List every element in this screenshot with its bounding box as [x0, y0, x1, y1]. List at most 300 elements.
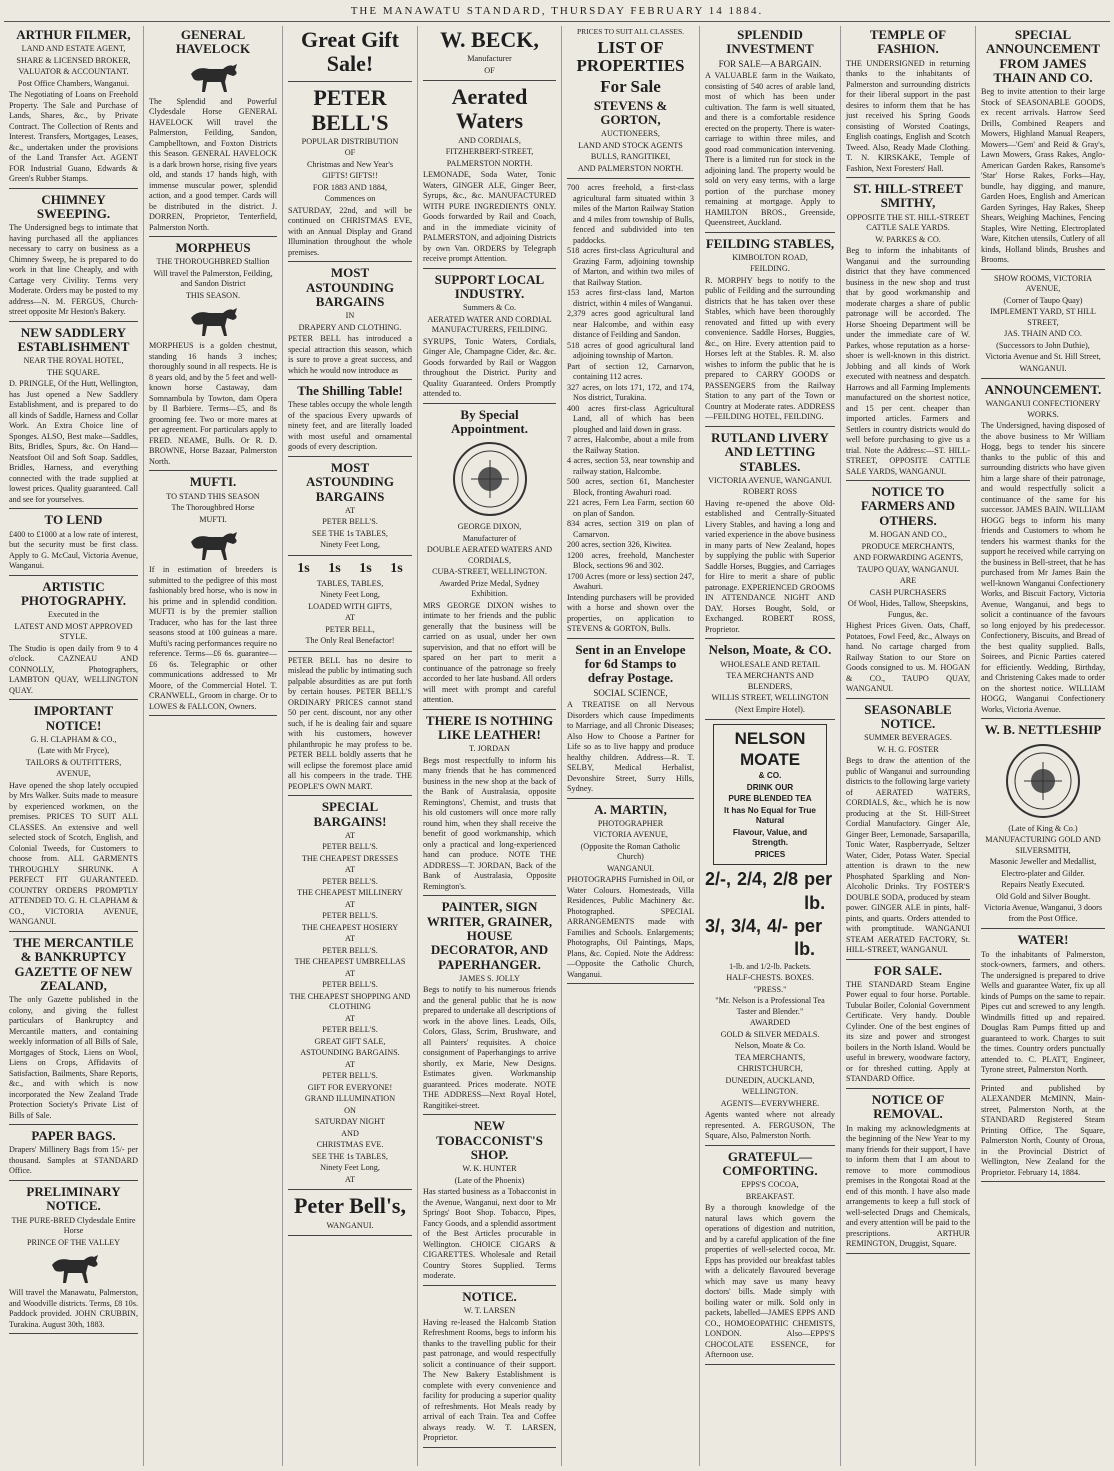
ad-line: TAUPO QUAY, WANGANUI. — [857, 564, 959, 574]
ad-body: D. PRINGLE, Of the Hutt, Wellington, has Just opened a New Saddlery Establishment, and is prepared to do all kinds of Saddle, Harness and Collar Work. An Extra Choice line of Sponges. ALSO, Best make—Saddles, Bits, Bridles, Spurs, &c. On Hand—Neatsfoot Oil and Soft Soap. Saddles, Bridles, Harness, and everything connected with the trade supplied at lowest prices. Quality guaranteed. Call and see for yourselves. — [9, 379, 138, 504]
advertisement — [423, 900, 556, 1115]
ad-body: If in estimation of breeders is submitted to the pedigree of this most fashionably bred horse, who is now in his prime and in splendid condition. MUFTI is by the premier stallion Traducer, who has for the last three seasons stood at 100 guineas a mare. Mufti's racing performances require no reference. Terms—£6 6s. guarantee—£6 6s. Telegraphic or other communications addressed to Mr Moore, of the Commercial Hotel. T. CRANWELL, Groom in charge. Or to LOWES & FALLCON, Owners. — [149, 565, 277, 711]
advertisement — [423, 273, 556, 404]
ad-title: RUTLAND LIVERY AND LETTING STABLES. — [711, 429, 829, 474]
ad-title: GRATEFUL—COMFORTING. — [722, 1148, 818, 1178]
ad-line: GIFTS! GIFTS!! — [322, 171, 378, 181]
price: 2/-, — [705, 869, 732, 890]
price: 2/4, — [737, 869, 768, 890]
property-item: 500 acres, section 61, Manchester Block, fronting Awahuri road. — [567, 477, 694, 497]
ad-title: THE MERCANTILE & BANKRUPTCY GAZETTE OF NEW ZEALAND, — [13, 934, 134, 993]
ad-line: ROBERT ROSS — [742, 487, 798, 497]
ad-line: VALUATOR & ACCOUNTANT. — [18, 67, 129, 77]
shilling-row — [288, 560, 412, 578]
ad-line: Manufacturer — [467, 54, 512, 64]
ad-line: DOUBLE AERATED WATERS AND CORDIALS, — [426, 545, 553, 565]
ad-body: Agents wanted where not already represented. A. FERGUSON, The Square, Also, Palmerston North. — [705, 1110, 835, 1141]
ad-title: MOST ASTOUNDING BARGAINS — [306, 265, 394, 309]
ad-line: Commences on — [324, 194, 376, 204]
ad-line: PRINCE OF THE VALLEY — [26, 1237, 121, 1247]
column-3 — [283, 26, 418, 1466]
advertisement — [9, 326, 138, 510]
advertisement — [9, 704, 138, 932]
ad-line: SATURDAY NIGHT — [314, 1117, 386, 1127]
advertisement — [423, 714, 556, 897]
ad-line: (Next Empire Hotel). — [735, 704, 805, 714]
ad-title: PAPER BAGS. — [31, 1128, 116, 1144]
advertisement — [288, 1194, 412, 1236]
price: 4/- — [767, 915, 789, 936]
ad-line: THE CHEAPEST MILLINERY — [297, 888, 403, 898]
ad-title: THERE IS NOTHING LIKE LEATHER! — [425, 712, 554, 743]
ad-line: FITZHERBERT-STREET, — [445, 147, 534, 157]
ad-title: Sent in an Envelope for 6d Stamps to defray Postage. — [575, 641, 686, 686]
ad-body: In making my acknowledgments at the beginning of the New Year to my many friends for their support, I have to inform them that I am about to remove to more commodious premises in the Rongotai Road at the end of this month. I have also made arrangements to keep a full stock of well-selected Drugs and Chemicals, and every attention will be paid to the prescriptions. ARTHUR REMINGTON, Druggist, Square. — [846, 1123, 970, 1249]
price: 3/, — [705, 915, 726, 936]
ad-title: NOTICE OF REMOVAL. — [871, 1091, 945, 1122]
ad-line: OF — [484, 65, 495, 75]
medal-seal-icon — [1004, 742, 1082, 820]
horse-illustration — [9, 1251, 138, 1285]
seal-illustration — [423, 440, 556, 518]
ad-title: IMPORTANT NOTICE! — [33, 703, 114, 733]
ad-title: A. MARTIN, — [594, 801, 667, 817]
advertisement — [981, 28, 1105, 270]
ad-line: KIMBOLTON ROAD, — [732, 252, 808, 262]
ad-line: VICTORIA AVENUE, WANGANUI. — [708, 475, 832, 485]
ad-title: PAINTER, SIGN WRITER, GRAINER, HOUSE DECORATOR, AND PAPERHANGER. — [426, 899, 553, 972]
ad-body: Begs to draw the attention of the public of Wanganui and surrounding districts to the following large variety of AERATED WATERS, CORDIALS, &c., which he is now producing at the St. Hill-Street Cordial Manufactory. Ginger Ale, Ginger Beer, Lemonade, Sarsaparilla, Tonic Water, Raspberryade, Seltzer Water, Cider, Potass Water. Special attention is drawn to the new Phosphated Sparkling and Non-Alcoholic Drinks. Try FOSTER'S DOUBLE SODA, produced by steam power. GINGER ALE in pints, half-pints, and quarts. Orders attended to with promptitude. WANGANUI STEAM AERATED FACTORY, St. HILL-STREET, WANGANUI. — [846, 756, 970, 955]
property-item: 221 acres, Fern Lea Farm, section 60 on plan of Sandon. — [567, 498, 694, 518]
ad-body: The Undersigned begs to intimate that having purchased all the appliances necessary to carry on business as a Chimney Sweep, he is prepared to do work in that line Cheaply, and with Cartage very Civility. Terms very Moderate. Orders may be posted to my address—N. M. FERGUS, Church-street opposite Mr Heston's Bakery. — [9, 223, 138, 317]
advertisement — [981, 1084, 1105, 1183]
advertisement — [705, 431, 835, 639]
ad-line: PALMERSTON NORTH. — [446, 158, 533, 168]
ad-line: AERATED WATER AND CORDIAL MANUFACTURERS, FEILDING. — [427, 314, 552, 335]
ad-line: LAND AND ESTATE AGENT, — [21, 44, 126, 54]
ad-title: LIST OF PROPERTIES — [576, 37, 685, 76]
ad-body: Printed and published by ALEXANDER McMINN, Main-street, Palmerston North, at the STANDARD Registered Steam Printing Office, The Square, Palmerston North, County of Oroua, in the Provincial District of Wellington, New Zealand for the Proprietor. February 14, 1884. — [981, 1083, 1105, 1177]
ad-line: PRICES TO SUIT ALL CLASSES. — [576, 27, 685, 36]
advertisement — [9, 580, 138, 701]
ad-line: AT — [344, 505, 355, 515]
column-5 — [562, 26, 700, 1466]
horse-illustration — [149, 528, 277, 562]
ad-line: The Only Real Benefactor! — [305, 636, 395, 646]
ad-line: TO STAND THIS SEASON — [166, 491, 260, 501]
ad-line: JAS. THAIN AND CO. — [1004, 329, 1082, 339]
ad-line: THE CHEAPEST UMBRELLAS — [294, 957, 406, 967]
ad-line: DUNEDIN, AUCKLAND, — [725, 1075, 815, 1085]
ad-body: The Studio is open daily from 9 to 4 o'clock. CAZNEAU AND CONNOLLY, Photographers, LAMBTON QUAY, WELLINGTON QUAY. — [9, 643, 138, 695]
seal-illustration — [981, 742, 1105, 820]
advertisement — [288, 461, 412, 556]
property-item: 700 acres freehold, a first-class agricultural farm situated within 3 miles of the Marton Railway Station and 4 miles from township of Bulls, fenced and subdivided into ten paddocks. — [567, 183, 694, 245]
ad-line: FOR 1883 AND 1884, — [312, 182, 388, 192]
ad-line: ON — [344, 1105, 356, 1115]
ad-line: AUCTIONEERS, — [601, 129, 660, 139]
ad-title: ST. HILL-STREET SMITHY, — [853, 181, 963, 211]
ad-title: SUPPORT LOCAL INDUSTRY. — [434, 271, 545, 301]
advertisement — [846, 28, 970, 178]
ad-body: Intending purchasers will be provided with a horse and shown over the properties, on application to STEVENS & GORTON, Bulls. — [567, 592, 694, 634]
column-2 — [144, 26, 283, 1466]
ad-body: Beg to invite attention to their large Stock of SEASONABLE GOODS, ex recent arrivals. Harrow Seed Drills, Combined Reapers and Mowers, Highland Manual Reapers, Mowers—'Gem' and Reid & Gray's, Lawn Mowers, Grass Rakes, Anglo-American Garden Rakes, Ransome's 'Star' Horse Rakes, Forks—Hay, bundle, hay digging, and manure, Garden Hoes, English and American Garden Syringes, Hay Rakes, Sheep Shears, Weighing Machines, Fencing Staples, Wire Netting, Electroplated Ware, Kitchen utensils, Cutlery of all kinds, Holland blinds, Brushes and Brooms. — [981, 87, 1105, 265]
shilling-label: 1s — [390, 560, 403, 576]
ad-body: By a thorough knowledge of the natural laws which govern the operations of digestion and nutrition, and by a careful application of the fine properties of well-selected cocoa, Mr. Epps has provided our breakfast tables with a delicately flavoured beverage which may save us many heavy doctors' bills. Made simply with boiling water or milk. Sold only in packets, labelled—JAMES EPPS AND CO., HOMOEOPATHIC CHEMISTS, LONDON. Also—EPPS'S CHOCOLATE ESSENCE, for Afternoon use. — [705, 1203, 835, 1360]
ad-line: THE SQUARE. — [47, 367, 100, 377]
ad-line: AND FORWARDING AGENTS, — [853, 553, 963, 563]
advertisement — [846, 964, 970, 1089]
ad-line: OF — [344, 148, 356, 158]
royal-crest-icon — [451, 440, 529, 518]
ad-line: W. H. G. FOSTER — [877, 744, 939, 754]
ad-line: AT — [344, 613, 355, 623]
ad-title: SPECIAL BARGAINS! — [313, 799, 387, 829]
column-4 — [418, 26, 562, 1466]
ad-title: W. B. NETTLESHIP — [984, 722, 1102, 738]
ad-line: FEILDING. — [750, 264, 790, 274]
ad-line: OPPOSITE THE ST. HILL-STREET CATTLE SALE YARDS. — [846, 212, 970, 233]
ad-line: GRAND ILLUMINATION — [304, 1094, 396, 1104]
ad-line: AND — [341, 1128, 359, 1138]
ad-line: Ninety Feet Long, — [320, 590, 380, 600]
ad-line: BREAKFAST. — [745, 1191, 795, 1201]
ad-body: SATURDAY, 22nd, and will be continued on CHRISTMAS EVE, with an Annual Display and Grand Illumination throughout the whole premises. — [288, 205, 412, 257]
ad-line: Executed in the — [48, 610, 99, 620]
advertisement — [981, 274, 1105, 380]
ad-title: FEILDING STABLES, — [705, 235, 835, 251]
advertisement — [288, 28, 412, 82]
ad-title: WATER! — [1017, 932, 1069, 948]
ad-line: Victoria Avenue and St. Hill Street, — [985, 352, 1101, 362]
ad-line: Christmas and New Year's — [306, 159, 394, 169]
ad-line: SHOW ROOMS, VICTORIA AVENUE, — [993, 273, 1093, 294]
ad-line: THE CHEAPEST SHOPPING AND CLOTHING — [289, 991, 411, 1012]
ad-line: THIS SEASON. — [185, 290, 241, 300]
ad-line: 1-lb. and 1/2-lb. Packets. — [729, 961, 811, 971]
ad-title: SPLENDID INVESTMENT — [726, 27, 814, 57]
advertisement — [846, 485, 970, 698]
ad-line: AT — [344, 1059, 355, 1069]
logo-line: It has No Equal for True Natural — [724, 805, 816, 826]
ad-title: Peter Bell's, — [294, 1193, 406, 1219]
ad-line: TEA MERCHANTS, — [734, 1052, 806, 1062]
ad-body: THE STANDARD Steam Engine Power equal to four horse. Portable. Tubular Boiler, Colonial Government Certificate. Very handy. Double Cylinder. One of the best engines of its size and power and strongest boilers in the North Island. Would be useful in brewery, woodware factory, or for threshed cutting. Apply at STANDARD Office. — [846, 979, 970, 1084]
advertisement — [567, 183, 694, 639]
property-item: 834 acres, section 319 on plan of Carnarvon. — [567, 519, 694, 539]
ad-line: WILLIS STREET, WELLINGTON — [711, 693, 829, 703]
property-item: 1200 acres, freehold, Manchester Block, sections 96 and 302. — [567, 550, 694, 571]
ad-line: T. JORDAN — [469, 744, 510, 754]
ad-line: PETER BELL'S. — [322, 980, 378, 990]
horse-engraving-icon — [183, 60, 243, 94]
ad-line: (Opposite the Roman Catholic Church) — [580, 841, 681, 862]
ad-line: PETER BELL'S. — [322, 842, 378, 852]
ad-line: POPULAR DISTRIBUTION — [301, 136, 399, 146]
price: per lb. — [804, 869, 833, 913]
ad-line: IMPLEMENT YARD, ST HILL STREET, — [990, 307, 1096, 327]
ad-line: AGENTS—EVERYWHERE. — [720, 1098, 820, 1108]
ad-line: CHRISTMAS EVE. — [316, 1140, 384, 1150]
property-item: 400 acres first-class Agricultural Land, all of which has been ploughed and laid down in grass. — [567, 403, 694, 434]
advertisement — [705, 643, 835, 720]
ad-body: Having re-leased the Halcomb Station Refreshment Rooms, begs to inform his thanks to the travelling public for their past patronage, and would respectfully solicit a continuance of their support. The New Bakery Establishment is complete with every convenience and facility for producing a superior quality of refreshments. Hot Meals ready by arrival of each Train. Tea and Coffee always ready. W. T. LARSEN, Proprietor. — [423, 1317, 556, 1443]
ad-title: GENERAL HAVELOCK — [175, 27, 251, 57]
masthead-rule — [4, 21, 1110, 22]
ad-line: Ninety Feet Long, — [320, 540, 380, 550]
ad-body: PETER BELL has no desire to mislead the public by intimating such palpable absurdities as are put forth by certain houses. PETER BELL'S ORDINARY PRICES cannot stand 50 per cent. discount, nor any other such, if he is dealing fair and square with his customers, however philanthropic he may profess to be. PETER BELL boldly asserts that he will eclipse the foremost place amid all his compeers in the trade. THE PEOPLE'S OWN MART. — [288, 655, 412, 791]
advertisement — [705, 724, 835, 1146]
ad-line: Victoria Avenue, Wanganui, 3 doors from the Post Office. — [983, 903, 1103, 923]
ad-body: A TREATISE on all Nervous Disorders which cause Impediments to Marriage, and all Chronic Diseases; Also How to Choose a Partner for Life so as to live happy and produce healthy children. Address—R. T. SELBY, Medical Herbalist, Devonshire Street, Surry Hills, Sydney. — [567, 700, 694, 794]
ad-body: PETER BELL has introduced a special attraction this season, which is sure to prove a great success, and which he would now introduce as — [288, 334, 412, 375]
advertisement — [846, 1093, 970, 1254]
ad-line: "Mr. Nelson is a Professional Tea Taster and Blender." — [715, 996, 825, 1016]
ad-line: M. HOGAN AND CO., — [869, 530, 947, 540]
ad-line: WANGANUI. — [606, 863, 655, 873]
ad-line: ARE — [899, 576, 917, 586]
ad-title: By Special Appointment. — [451, 406, 528, 436]
ad-line: SEE THE 1s TABLES, — [312, 1151, 388, 1161]
ad-line: WELLINGTON. — [741, 1087, 798, 1097]
ad-line: PETER BELL'S. — [322, 1025, 378, 1035]
ad-line: GIFT FOR EVERYONE! — [307, 1082, 393, 1092]
advertisement — [149, 475, 277, 716]
horse-illustration — [149, 60, 277, 94]
ad-line: NEAR THE ROYAL HOTEL, — [23, 356, 124, 366]
ad-line: CASH PURCHASERS — [869, 587, 947, 597]
ad-body: PHOTOGRAPHS Furnished in Oil, or Water Colours. Homesteads, Villa Residences, Public Machinery &c. Photographed. SPECIAL ARRANGEMENTS made with Families and Schools. Enlargements; Photographs, Oil Paintings, Maps, Plans, &c. Copied. Note the Address:—Opposite the Catholic Church, Wanganui. — [567, 875, 694, 979]
ad-title: W. BECK, — [440, 27, 539, 52]
ad-body: The Negotiating of Loans on Freehold Property. The Sale and Purchase of Lands, Shares, &c., by Private Contract. The Collection of Rents and Interest. Transfers, Mortgages, Leases, &c., undertaken under the provisions of the Land Transfer Act. AGENT FOR Industrial Guano, Edwards & Green's Rubber Stamps. — [9, 90, 138, 184]
ad-line: Will travel the Palmerston, Feilding, and Sandon District — [153, 268, 273, 289]
shilling-label: 1s — [328, 560, 341, 576]
horse-engraving-icon — [44, 1251, 104, 1285]
price: 2/8 — [773, 869, 799, 890]
advertisement — [705, 237, 835, 427]
column-7 — [841, 26, 976, 1466]
ad-subtitle: FOR SALE—A BARGAIN. — [718, 58, 822, 69]
ad-title: TO LEND — [44, 512, 103, 528]
advertisement — [288, 560, 412, 652]
ad-line: AVENUE, — [56, 769, 91, 779]
ad-line: Nelson, Moate & Co. — [734, 1041, 806, 1051]
ad-line: AND CORDIALS, — [458, 135, 521, 145]
ad-line: WANGANUI. — [326, 1220, 374, 1230]
column-1 — [4, 26, 144, 1466]
advertisement — [288, 86, 412, 262]
ad-title: ARTHUR FILMER, — [16, 27, 131, 42]
advertisement — [288, 800, 412, 1190]
advertisement — [846, 182, 970, 481]
ad-line: PETER BELL'S. — [322, 876, 378, 886]
property-item: 4 acres, section 53, near township and railway station, Halcombe. — [567, 456, 694, 476]
ad-line: THE CHEAPEST HOSIERY — [301, 922, 399, 932]
ad-line: PETER BELL'S. — [322, 911, 378, 921]
logo-line: PRICES — [754, 849, 786, 859]
advertisement — [423, 28, 556, 81]
horse-illustration — [149, 304, 277, 338]
ad-line: (Successors to John Duthie), — [996, 340, 1090, 350]
ad-body: MRS GEORGE DIXON wishes to intimate to her friends and the public generally that the business will be carried on as usual, under her own supervision, and that no effort will be spared on her part to merit a continuance of the patronage so freely accorded to her late husband. All orders will meet with prompt and careful attention. — [423, 600, 556, 705]
ad-line: SUMMER BEVERAGES. — [864, 733, 952, 743]
ad-title: FOR SALE. — [874, 962, 942, 978]
ad-body: Highest Prices Given. Oats, Chaff, Potatoes, Fowl Feed, &c., Always on hand. No cartage charged from Railway Station to our Store on Goods consigned to us. M. HOGAN & CO., TAUPO QUAY, WANGANUI. — [846, 621, 970, 694]
ad-line: Masonic Jeweller and Medallist, — [989, 857, 1097, 867]
ad-line: GREAT GIFT SALE, — [314, 1036, 386, 1046]
ad-body: R. MORPHY begs to notify to the public of Feilding and the surrounding districts that he has taken over these Stables, which have been thoroughly renovated and fitted up with every convenience. Saddle Horses, Buggies, &c., on Hire. Every attention paid to Horses left at the Stables. R. M. also wishes to inform the public that he is prepared to CARRY GOODS or PASSENGERS from the Railway Station to any part of the Town or Country at Moderate rates. ADDRESS—FEILDING HOTEL, FEILDING. — [705, 275, 835, 422]
ad-line: Post Office Chambers, Wanganui. — [17, 78, 130, 88]
ad-body: The Undersigned, having disposed of the above business to Mr William Hogg, begs to tender his sincere thanks to the public of this and surrounding districts who have given him a large share of their patronage, and would respectfully solicit a continuance of the same for his successor. JAMES BAIN. WILLIAM HOGG begs to inform his many friends and Customers to whom he tenders his warmest thanks for the support he received while carrying on the business in Bell-street, that he has purchased from Mr James Bain the well-known Wanganui Confectionery Works, and Biscuit Factory, Victoria Avenue, Wanganui, and begs to solicit a continuance of the favours so long enjoyed by his predecessor. Confectionery, Biscuits, and Bread of the best quality supplied. Balls, Soirees, and Picnic Parties catered for efficiently. Wedding, Birthday, and Christening Cakes made to order on the shortest notice. WILLIAM HOGG, Wanganui Confectionery Works, Victoria Avenue. — [981, 421, 1105, 714]
ad-line: HALF-CHESTS. BOXES. — [726, 973, 814, 983]
ad-title: SPECIAL ANNOUNCEMENT FROM JAMES THAIN AND CO. — [985, 27, 1101, 85]
advertisement — [567, 803, 694, 985]
ad-line: AT — [344, 1174, 355, 1184]
column-8 — [976, 26, 1110, 1466]
ad-line: MUFTI. — [199, 514, 227, 524]
ad-line: EPPS'S COCOA, — [741, 1180, 799, 1190]
price: 3/4, — [731, 915, 762, 936]
ad-body: The only Gazette published in the colony, and giving the fullest particulars of Bankruptcy and Mercantile matters, and containing weekly information of all Bills of Sale, Mortgages of Stock, Liens on Wool, Liens on Crops, Affidavits of Satisfaction, Bailments, Share Reports, &c., and with which is now incorporated the New Zealand Trade Protection Society's Private List of Bills of Sale. — [9, 995, 138, 1120]
ad-line: TAILORS & OUTFITTERS, — [25, 757, 122, 767]
ad-line: AND PALMERSTON NORTH. — [577, 163, 684, 173]
ad-line: Repairs Neatly Executed. — [1001, 880, 1085, 890]
property-item: 518 acres first-class Agricultural and Grazing Farm, adjoining township of Marton, and within two miles of that Railway Station. — [567, 246, 694, 287]
ad-line: TABLES, TABLES, — [316, 578, 384, 588]
ad-line: GEORGE DIXON, — [457, 522, 522, 532]
ad-title: Aerated Waters — [451, 84, 528, 134]
ad-subtitle: SOCIAL SCIENCE, — [593, 687, 668, 698]
property-item: 7 acres, Halcombe, about a mile from the Railway Station. — [567, 435, 694, 455]
advertisement — [9, 28, 138, 189]
advertisement — [9, 936, 138, 1125]
property-item: 1700 Acres (more or less) section 247, Awahuri. — [567, 571, 694, 592]
advertisement — [288, 656, 412, 797]
ad-body: To the inhabitants of Palmerston, stock-owners, farmers, and others. The undersigned is prepared to drive Wells and guarantee Water, fix up all kinds of Pumps on the same to repair. Pipes cut and screwed to any length. Windmills fitted up and repaired. Douglas Ram Pumps fitted up and guaranteed to work. Charges to suit the times. Country orders punctually attended to. C. PLATT, Engineer, Tyrone street, Palmerston North. — [981, 949, 1105, 1075]
ad-line: WANGANUI CONFECTIONERY WORKS. — [985, 399, 1101, 419]
ad-line: CHRISTCHURCH, — [737, 1064, 803, 1074]
ad-body: SYRUPS, Tonic Waters, Cordials, Ginger Ale, Champagne Cider, &c. &c. Goods forwarded by Rail or Waggon throughout the District. Purity and Quality Guaranteed. Orders Promptly attended to. — [423, 336, 556, 399]
ad-title: Nelson, Moate, & CO. — [708, 642, 832, 658]
logo-line: Flavour, Value, and Strength. — [732, 827, 808, 848]
ad-line: PETER BELL'S. — [322, 517, 378, 527]
advertisement — [423, 1119, 556, 1285]
ad-title: The Shilling Table! — [297, 383, 403, 399]
ad-line: AT — [344, 1013, 355, 1023]
advertisement — [981, 933, 1105, 1079]
ad-line: STEVENS & GORTON, — [593, 97, 668, 127]
ad-line: LAND AND STOCK AGENTS — [578, 140, 683, 150]
ad-line: DRAPERY AND CLOTHING. — [298, 322, 402, 332]
ad-line: "PRESS." — [753, 984, 787, 994]
advertisement — [149, 28, 277, 237]
ad-title: ANNOUNCEMENT. — [984, 382, 1102, 398]
logo-line: PURE BLENDED TEA — [728, 794, 812, 804]
property-item: 153 acres first-class land, Marton district, within 4 miles of Wanganui. — [567, 288, 694, 308]
ad-body: A VALUABLE farm in the Waikato, consisting of 540 acres of arable land, most of which has been under cultivation. The farm is well situated, and there is a comfortable residence erected on the property. There is water-carriage to within three miles, and good road communication intervening. There is a limited run for stock in the adjoining land. The property would be sold on very easy terms, with a large portion of the purchase money remaining at mortgage. Apply to HAMILTON BROS., Greenside, Queenstreet, Auckland. — [705, 71, 835, 228]
ad-title: NEW SADDLERY ESTABLISHMENT — [17, 324, 130, 355]
ad-line: SEE THE 1s TABLES, — [312, 528, 388, 538]
shilling-label: 1s — [359, 560, 372, 576]
advertisement — [9, 513, 138, 575]
ad-line: W. T. LARSEN — [463, 1306, 516, 1316]
ad-body: Beg to inform the inhabitants of Wanganui and the surrounding district that they have commenced business in the new shop and trust that by good workmanship and moderate charges a share of public patronage will be accorded. The Horse Shoeing Department will be under the immediate care of W. Parkes, whose reputation as a horse-shoer is well-known in this district. Jobbing and all kinds of Work executed with neatness and despatch. Harrows and all Farming Implements manufactured on the shortest notice, and 15 per cent. cheaper than imported articles. Farmers and Settlers in country districts would do well before purchasing to give us a trial. Note the Address:—ST. HILL-STREET, OPPOSITE CATTLE SALE YARDS, WANGANUI. — [846, 246, 970, 476]
ad-subtitle: For Sale — [600, 76, 661, 96]
ad-line: BULLS, RANGITIKEI, — [590, 152, 671, 162]
property-item: 200 acres, section 326, Kiwitea. — [567, 540, 672, 550]
ad-body: LEMONADE, Soda Water, Tonic Waters, GINGER ALE, Ginger Beer, Syrups, &c., &c. MANUFACTURED WITH PURE INGREDIENTS ONLY. Goods forwarded by Rail and Coach, and in the immediate vicinity of PALMERSTON, and adjoining Districts by own Van. ORDERS by Telegraph receive prompt Attention. — [423, 170, 556, 264]
property-item: 327 acres, on lots 171, 172, and 174, Nos district, Turakina. — [567, 382, 694, 403]
ad-title: NEW TOBACCONIST'S SHOP. — [436, 1118, 543, 1162]
advertisement — [423, 408, 556, 710]
advertisement — [149, 241, 277, 471]
ad-title: MORPHEUS — [175, 240, 251, 256]
advertisement — [9, 193, 138, 322]
logo-line: & CO. — [758, 771, 782, 781]
ad-body: Will travel the Manawatu, Palmerston, and Woodville districts. Terms, £8 10s. Paddock provided. JOHN CRUBBIN, Turakina. August 30th, 1883. — [9, 1288, 138, 1329]
ad-body: Begs most respectfully to inform his many friends that he has commenced business in the new shop at the back of the Bank of Australasia, opposite Remingtons', Chemist, and trusts that his old customers will once more rally round him, when they shall receive the benefit of good workmanship, which only a practical and long-experienced hand can produce. NOTE THE ADDRESS—T. JORDAN, Back of the Bank of Australasia, Opposite Remington's. — [423, 755, 556, 891]
ad-title: PETER BELL'S — [311, 85, 389, 135]
price-row — [705, 915, 835, 961]
ad-line: W. K. HUNTER — [462, 1164, 517, 1174]
property-item: Part of section 12, Carnarvon, containing 112 acres. — [567, 361, 694, 382]
ad-line: PRODUCE MERCHANTS, — [861, 541, 955, 551]
property-item: 518 acres of good agricultural land adjoining township of Marton. — [567, 340, 694, 361]
ad-line: MANUFACTURING GOLD AND SILVERSMITH, — [985, 835, 1101, 855]
ad-title: SEASONABLE NOTICE. — [864, 701, 952, 731]
ad-line: LATEST AND MOST APPROVED STYLE. — [14, 621, 133, 642]
ad-line: PETER BELL, — [325, 624, 375, 634]
ad-line: SHARE & LICENSED BROKER, — [16, 55, 131, 65]
ad-line: G. H. CLAPHAM & CO., — [30, 734, 117, 744]
ad-line: TEA MERCHANTS AND BLENDERS, — [726, 671, 814, 691]
ad-line: JAMES S. JOLLY — [459, 973, 520, 983]
logo-line: MOATE — [739, 749, 801, 769]
ad-line: (Late with Mr Fryce), — [37, 746, 110, 756]
advertisement — [423, 1290, 556, 1448]
nelson-moate-logo — [713, 724, 827, 865]
advertisement — [288, 384, 412, 457]
ad-line: IN — [345, 311, 355, 321]
ad-line: PHOTOGRAPHER — [597, 818, 664, 828]
column-6 — [700, 26, 841, 1466]
ad-line: The Thoroughbred Horse — [171, 503, 255, 513]
logo-line: NELSON — [734, 729, 806, 749]
ad-body: Have opened the shop lately occupied by Mrs Walker. Suits made to measure by experienced workmen, on the premises. PRICES TO SUIT ALL CLASSES. An extensive and well selected stock of Scotch, English, and Colonial Tweeds, for Customers to choose from. ALL GARMENTS THROUGHLY SHRUNK. A PERFECT FIT GUARANTEED. COUNTRY ORDERS PROMPTLY ATTENDED TO. G. H. CLAPHAM & CO., VICTORIA AVENUE, WANGANUI. — [9, 780, 138, 927]
ad-body: Drapers' Millinery Bags from 15/- per thousand. Samples at STANDARD Office. — [9, 1145, 138, 1176]
ad-line: LOADED WITH GIFTS, — [308, 601, 392, 611]
ad-line: Awarded Prize Medal, Sydney Exhibition. — [439, 578, 540, 599]
advertisement — [705, 1150, 835, 1365]
ad-title: Great Gift Sale! — [301, 27, 399, 77]
advertisement — [846, 703, 970, 960]
ad-body: Has started business as a Tobacconist in the Avenue, Wanganui, next door to Mr Springs' Boot Shop. Tobacco, Pipes, Fancy Goods, and a splendid assortment of the Best Articles procurable in Wellington. CHOICE CIGARS & CIGARETTES. Wholesale and Retail Country Stores Supplied. Terms moderate. — [423, 1187, 556, 1281]
ad-body: The Splendid and Powerful Clydesdale Horse GENERAL HAVELOCK Will travel the Palmerston, Feilding, Sandon, Campbelltown, and Foxton Districts this Season. GENERAL HAVELOCK is a dark brown horse, rising five years old, and stands 17 hands high, with immense muscular power, splendid action, and a good temper. Cards will be distributed in the district. J. DORREN, Proprietor, Tenterfield, Palmerston North. — [149, 96, 277, 232]
ad-line: THE CHEAPEST DRESSES — [301, 853, 399, 863]
advertisement — [705, 28, 835, 233]
price-row — [705, 868, 835, 914]
ad-body: THE UNDERSIGNED in returning thanks to the inhabitants of Palmerston and surrounding districts for their liberal support in the past desires to inform them that he has just received his Spring Goods consisting of Worsted Coatings, English coatings, English and Scotch Tweed. Also, Ready Made Clothing. T. N. KIRSKAKE, Temple of Fashion, Next Foresters' Hall. — [846, 58, 970, 173]
advertisement — [423, 85, 556, 268]
ad-line: AT — [344, 899, 355, 909]
advertisement — [288, 266, 412, 380]
ad-line: Manufacturer of — [462, 533, 517, 543]
ad-line: W. PARKES & CO. — [875, 234, 941, 244]
ad-title: PRELIMINARY NOTICE. — [26, 1183, 121, 1214]
ad-line: AWARDED — [749, 1018, 791, 1028]
advertisement — [567, 643, 694, 799]
